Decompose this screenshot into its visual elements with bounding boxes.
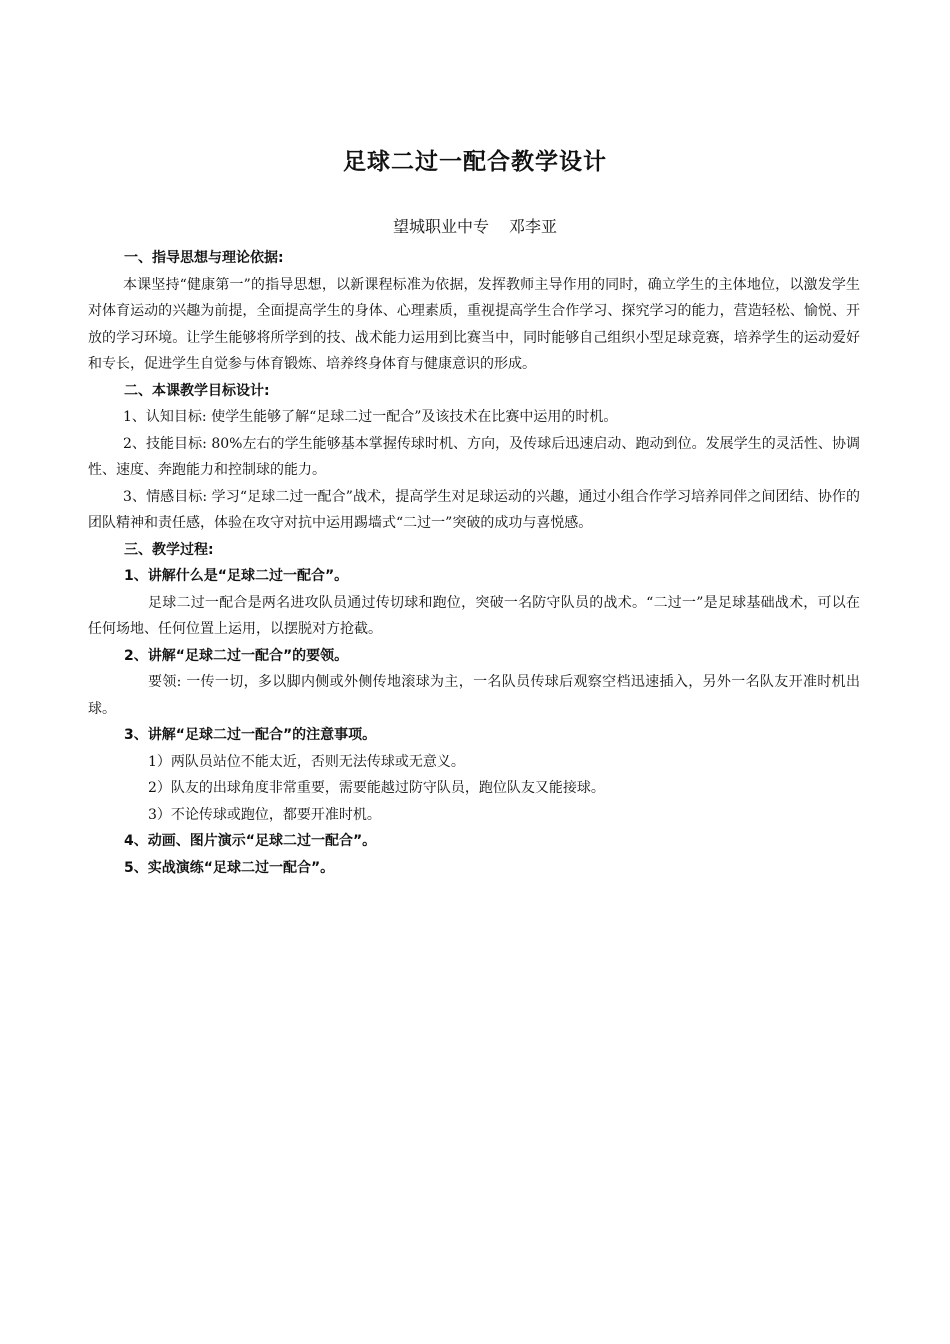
- school-name: 望城职业中专: [392, 217, 489, 236]
- section-heading-teaching-process: 三、教学过程:: [124, 541, 214, 558]
- precaution-item: 2）队友的出球角度非常重要，需要能越过防守队员，跑位队友又能接球。: [148, 780, 605, 796]
- precaution-item: 3）不论传球或跑位，都要开准时机。: [148, 806, 381, 823]
- step-heading-explain-precautions: 3、讲解“足球二过一配合”的注意事项。: [124, 727, 377, 743]
- guiding-ideology-paragraph: 本课坚持“健康第一”的指导思想，以新课程标准为依据，发挥教师主导作用的同时，确立学生的主体地位，以激发学生对体育运动的兴趣为前提，全面提高学生的身体、心理素质，重视提高学生合作学习、探究学习的能力，营造轻松、愉悦、开放的学习环境。让学生能够将所学到的技、战术能力运用到比赛当中，同时能够自己组织小型足球竞赛，培养学生的运动爱好和专长，促进学生自觉参与体育锻炼、培养终身体育与健康意识的形成。: [88, 276, 860, 372]
- objective-affective: 3、情感目标: 学习“足球二过一配合”战术，提高学生对足球运动的兴趣，通过小组合作学习培养同伴之间团结、协作的团队精神和责任感，体验在攻守对抗中运用踢墙式“二过一”突破的成功与喜悦感。: [88, 488, 860, 531]
- section-heading-guiding-ideology: 一、指导思想与理论依据:: [124, 250, 284, 266]
- byline: [0, 214, 950, 237]
- step-heading-explain-essentials: 2、讲解“足球二过一配合”的要领。: [124, 647, 349, 664]
- author-name: 邓李亚: [509, 217, 558, 236]
- step-heading-animation-demo: 4、动画、图片演示“足球二过一配合”。: [124, 833, 377, 849]
- document-body: [88, 245, 860, 881]
- step-paragraph-definition: 足球二过一配合是两名进攻队员通过传切球和跑位，突破一名防守队员的战术。“二过一”是足球基础战术，可以在任何场地、任何位置上运用，以摆脱对方抢截。: [88, 594, 860, 637]
- step-paragraph-essentials: 要领: 一传一切，多以脚内侧或外侧传地滚球为主，一名队员传球后观察空档迅速插入，另外一名队友开准时机出球。: [88, 674, 860, 717]
- objective-skill: 2、技能目标: 80%左右的学生能够基本掌握传球时机、方向，及传球后迅速启动、跑动到位。发展学生的灵活性、协调性、速度、奔跑能力和控制球的能力。: [88, 435, 860, 478]
- objective-cognitive: 1、认知目标: 使学生能够了解“足球二过一配合”及该技术在比赛中运用的时机。: [123, 409, 618, 425]
- section-heading-teaching-objectives: 二、本课教学目标设计:: [124, 382, 270, 399]
- precaution-item: 1）两队员站位不能太近，否则无法传球或无意义。: [148, 753, 465, 770]
- step-heading-explain-definition: 1、讲解什么是“足球二过一配合”。: [124, 568, 349, 584]
- step-heading-practical-drill: 5、实战演练“足球二过一配合”。: [124, 859, 335, 876]
- document-title: 足球二过一配合教学设计: [343, 149, 607, 175]
